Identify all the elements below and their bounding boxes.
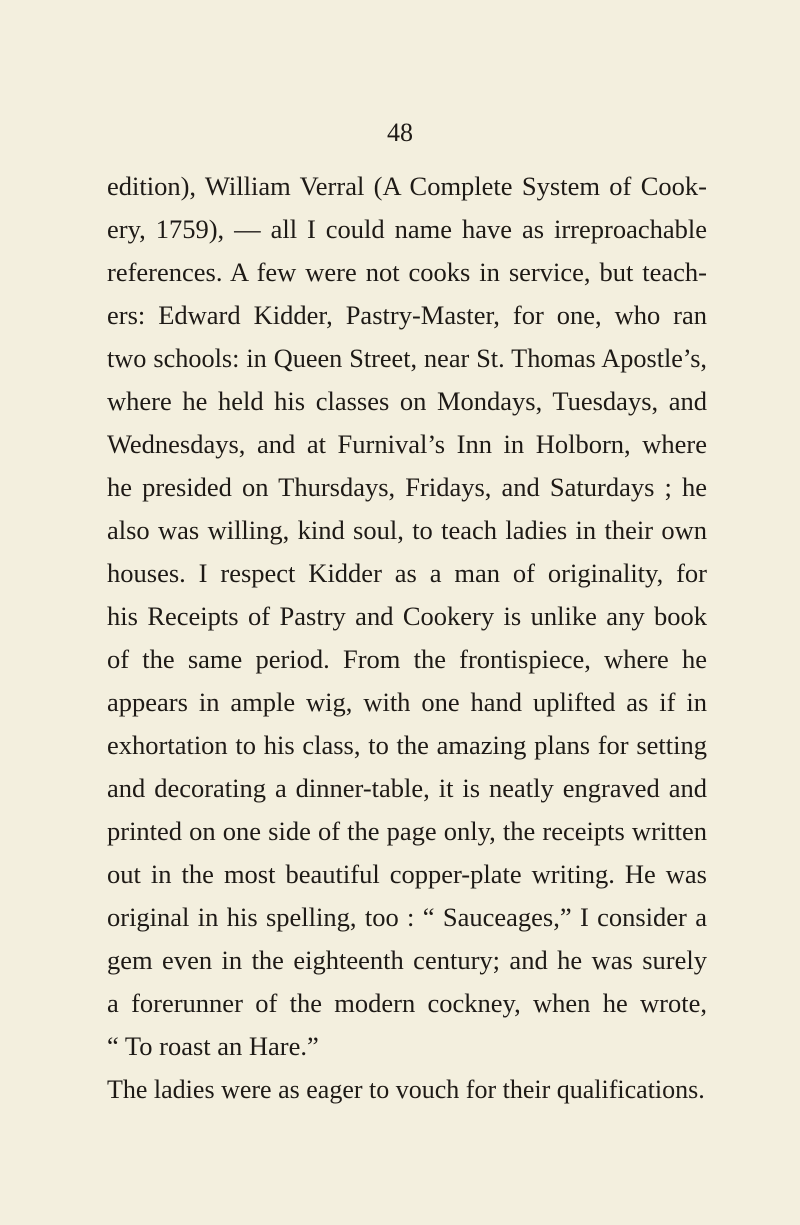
text-line: houses. I respect Kidder as a man of originality, for [107, 558, 707, 588]
text-line: appears in ample wig, with one hand uplifted as if in [107, 687, 707, 717]
text-line: printed on one side of the page only, the receipts written [107, 816, 707, 846]
text-line: edition), William Verral (A Complete System of Cook- [107, 171, 707, 201]
text-line: original in his spelling, too : “ Sauceages,” I consider a [107, 902, 707, 932]
text-line: where he held his classes on Mondays, Tuesdays, and [107, 386, 707, 416]
page-number: 48 [387, 118, 413, 147]
text-line: out in the most beautiful copper-plate writing. He was [107, 859, 707, 889]
text-line: also was willing, kind soul, to teach ladies in their own [107, 515, 707, 545]
text-line: ery, 1759), — all I could name have as irreproachable [107, 214, 707, 244]
text-line: he presided on Thursdays, Fridays, and Saturdays ; he [107, 472, 707, 502]
text-line: ers: Edward Kidder, Pastry-Master, for one, who ran [107, 300, 707, 330]
text-line: of the same period. From the frontispiece, where he [107, 644, 707, 674]
text-line: gem even in the eighteenth century; and he was surely [107, 945, 707, 975]
body-text [107, 165, 707, 1111]
text-line: his Receipts of Pastry and Cookery is unlike any book [107, 601, 707, 631]
text-line: references. A few were not cooks in service, but teach- [107, 257, 707, 287]
text-line: and decorating a dinner-table, it is neatly engraved and [107, 773, 707, 803]
text-line: The ladies were as eager to vouch for their qualifications. [107, 1075, 705, 1104]
text-line: “ To roast an Hare.” [107, 1031, 319, 1061]
text-line: two schools: in Queen Street, near St. Thomas Apostle’s, [107, 344, 707, 373]
text-line: Wednesdays, and at Furnival’s Inn in Holborn, where [107, 429, 707, 459]
text-line: exhortation to his class, to the amazing plans for setting [107, 730, 707, 760]
text-line: a forerunner of the modern cockney, when he wrote, [107, 988, 707, 1018]
